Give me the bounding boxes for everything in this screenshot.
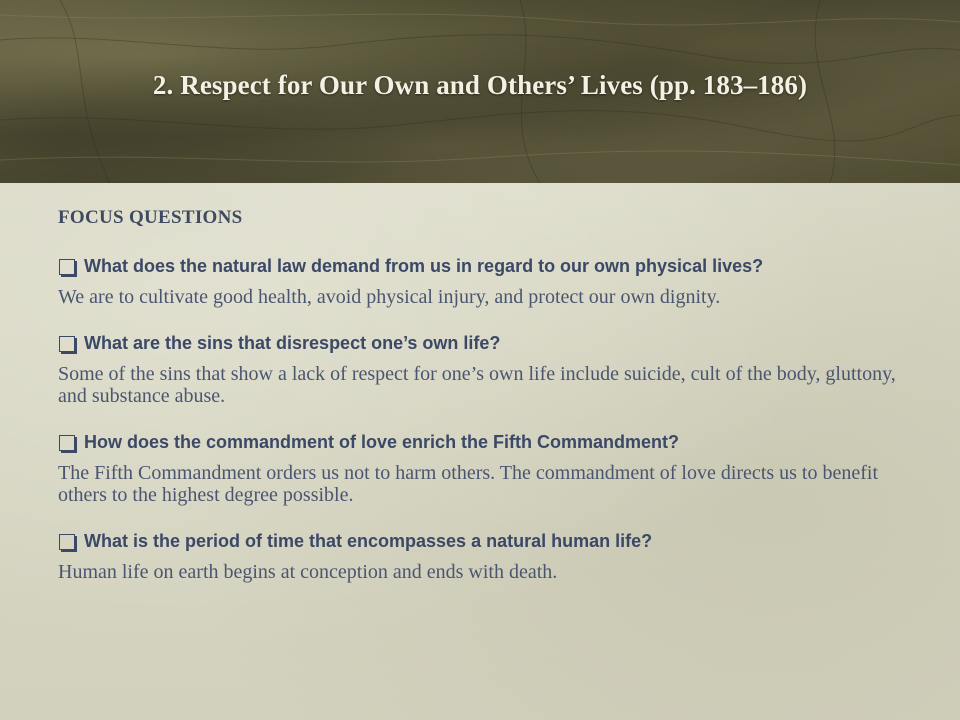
answer-text: The Fifth Commandment orders us not to harm others. The commandment of love directs us to benefit others to the highest degree possible. [58,462,879,506]
question-text: How does the commandment of love enrich the Fifth Commandment? [84,432,680,452]
checkbox-bullet-icon [59,435,75,451]
answer-text: Human life on earth begins at conception and ends with death. [58,561,558,583]
section-heading: FOCUS QUESTIONS [58,207,243,228]
page-title: 2. Respect for Our Own and Others’ Lives (pp. 183–186) [152,70,808,100]
content-area [58,207,918,607]
question-row [58,332,918,355]
checkbox-bullet-icon [59,336,75,352]
question-text: What are the sins that disrespect one’s own life? [84,333,501,353]
answer-text: Some of the sins that show a lack of respect for one’s own life include suicide, cult of the body, gluttony, and substance abuse. [58,363,896,407]
question-text: What does the natural law demand from us in regard to our own physical lives? [84,256,764,276]
question-row [58,255,918,278]
header-band [0,0,960,183]
question-text: What is the period of time that encompasses a natural human life? [84,531,653,551]
question-item-2 [58,332,918,407]
checkbox-bullet-icon [59,259,75,275]
question-item-3 [58,431,918,506]
checkbox-bullet-icon [59,534,75,550]
answer-text: We are to cultivate good health, avoid physical injury, and protect our own dignity. [58,286,721,308]
question-item-1 [58,255,918,308]
question-row [58,530,918,553]
question-item-4 [58,530,918,583]
question-row [58,431,918,454]
